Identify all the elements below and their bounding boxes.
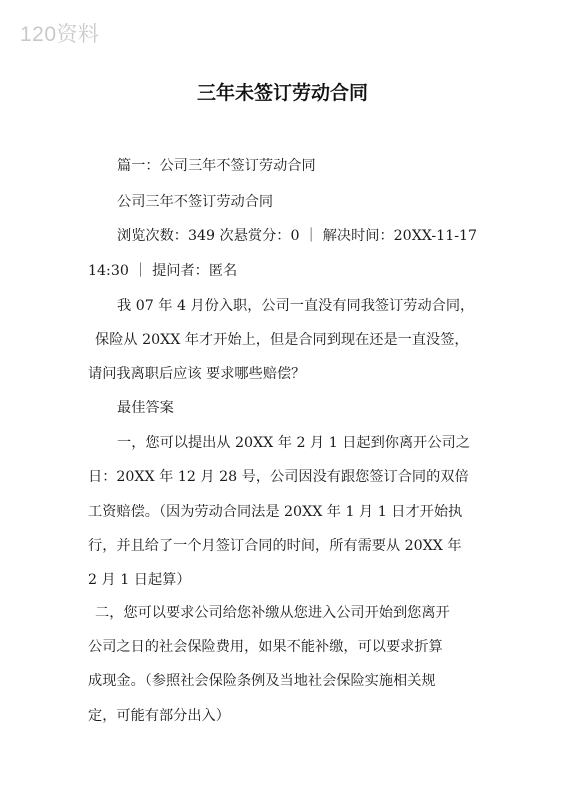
text-line: 篇一：公司三年不签订劳动合同 [117, 158, 316, 174]
text-line: 工资赔偿。（因为劳动合同法是 20XX 年 1 月 1 日才开始执 [88, 504, 463, 520]
text-line: 我 07 年 4 月份入职，公司一直没有同我签订劳动合同， [117, 298, 475, 314]
text-line: 2 月 1 日起算） [88, 572, 191, 588]
text-line: 保险从 20XX 年才开始上，但是合同到现在还是一直没签， [95, 332, 469, 348]
text-line: 14:30 ｜ 提问者：匿名 [88, 263, 238, 279]
text-line: 浏览次数：349 次悬赏分：0 ｜ 解决时间：20XX-11-17 [117, 228, 478, 244]
watermark-logo: 120资料 [20, 23, 100, 46]
text-line: 定，可能有部分出入） [88, 708, 230, 724]
text-line: 成现金。（参照社会保险条例及当地社会保险实施相关规 [88, 673, 436, 689]
text-line: 行，并且给了一个月签订合同的时间，所有需要从 20XX 年 [88, 538, 462, 554]
text-line: 公司之日的社会保险费用，如果不能补缴，可以要求折算 [88, 639, 443, 655]
text-line: 日：20XX 年 12 月 28 号，公司因没有跟您签订合同的双倍 [88, 469, 469, 485]
text-line: 请问我离职后应该 要求哪些赔偿？ [88, 366, 306, 382]
text-line: 一，您可以提出从 20XX 年 2 月 1 日起到你离开公司之 [117, 435, 470, 451]
text-line: 最佳答案 [117, 400, 174, 416]
text-line: 公司三年不签订劳动合同 [117, 194, 274, 210]
text-line: 二，您可以要求公司给您补缴从您进入公司开始到您离开 [95, 605, 450, 621]
document-title: 三年未签订劳动合同 [196, 82, 368, 104]
